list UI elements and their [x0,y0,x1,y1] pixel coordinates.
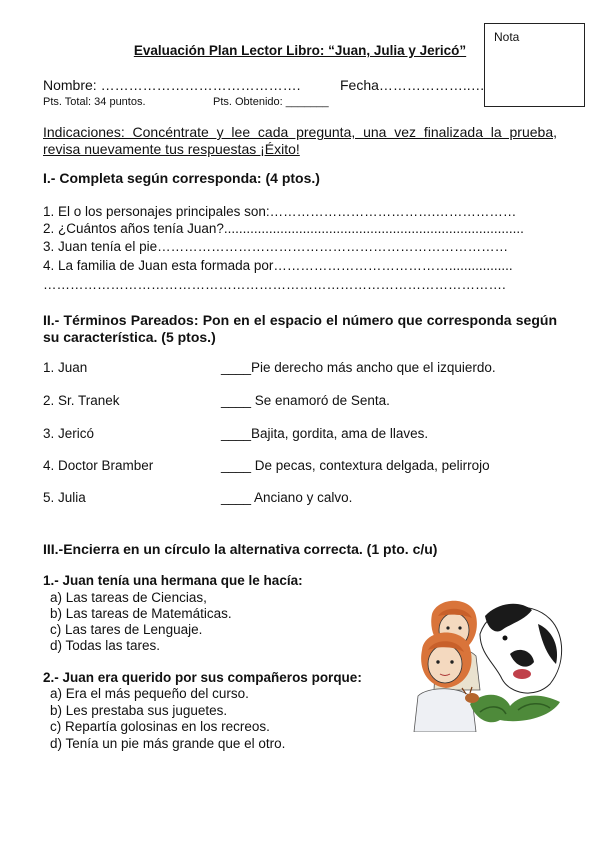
pts-total: Pts. Total: 34 puntos. [43,96,146,108]
pts-obtenido[interactable]: Pts. Obtenido: _______ [213,96,329,108]
section2-heading: II.- Términos Pareados: Pon en el espacio el número que corresponda según su característica. (5 ptos.) [43,312,557,345]
option-1b[interactable]: b) Las tareas de Matemáticas. [50,606,232,621]
fecha-field[interactable]: Fecha………………..… [340,77,485,93]
option-2b[interactable]: b) Les prestaba sus juguetes. [50,703,228,718]
option-1a[interactable]: a) Las tareas de Ciencias, [50,590,207,605]
pair-term: 2. Sr. Tranek [43,393,120,408]
option-1d[interactable]: d) Todas las tares. [50,638,161,653]
option-2c[interactable]: c) Repartía golosinas en los recreos. [50,719,270,734]
pair-definition[interactable]: ____Pie derecho más ancho que el izquierdo. [221,360,496,375]
nota-box [484,23,585,107]
indicaciones: Indicaciones: Concéntrate y lee cada pregunta, una vez finalizada la prueba, revisa nuevamente tus respuestas ¡Éxito! [43,124,557,157]
question-1: 1.- Juan tenía una hermana que le hacía: [43,573,303,588]
option-2a[interactable]: a) Era el más pequeño del curso. [50,686,249,701]
question-2: 2.- Juan era querido por sus compañeros porque: [43,670,362,685]
pair-definition[interactable]: ____ Se enamoró de Senta. [221,393,390,408]
option-1c[interactable]: c) Las tares de Lenguaje. [50,622,203,637]
section1-heading: I.- Completa según corresponda: (4 ptos.) [43,170,320,186]
pair-term: 1. Juan [43,360,88,375]
nota-label: Nota [494,30,520,44]
section1-item[interactable]: …………………………………………………………………………………………. [43,277,506,292]
pair-definition[interactable]: ____ Anciano y calvo. [221,490,353,505]
children-with-dog-illustration [410,594,568,732]
pair-term: 5. Julia [43,490,86,505]
section3-heading: III.-Encierra en un círculo la alternativa correcta. (1 pto. c/u) [43,541,438,557]
section1-item[interactable]: 3. Juan tenía el pie…………………………………………………………………… [43,239,509,254]
option-2d[interactable]: d) Tenía un pie más grande que el otro. [50,736,286,751]
pair-term: 4. Doctor Bramber [43,458,154,473]
page-title: Evaluación Plan Lector Libro: “Juan, Julia y Jericó” [133,43,467,58]
section1-item[interactable]: 4. La familia de Juan esta formada por…………………………………................. [43,258,513,273]
section1-item[interactable]: 1. El o los personajes principales son:……………………………….……………… [43,204,517,219]
pair-definition[interactable]: ____ De pecas, contextura delgada, pelirrojo [221,458,490,473]
nombre-field[interactable]: Nombre: ……………………………………. [43,77,301,93]
section1-item[interactable]: 2. ¿Cuántos años tenía Juan?................................................................................ [43,221,524,236]
pair-definition[interactable]: ____Bajita, gordita, ama de llaves. [221,426,429,441]
pair-term: 3. Jericó [43,426,95,441]
